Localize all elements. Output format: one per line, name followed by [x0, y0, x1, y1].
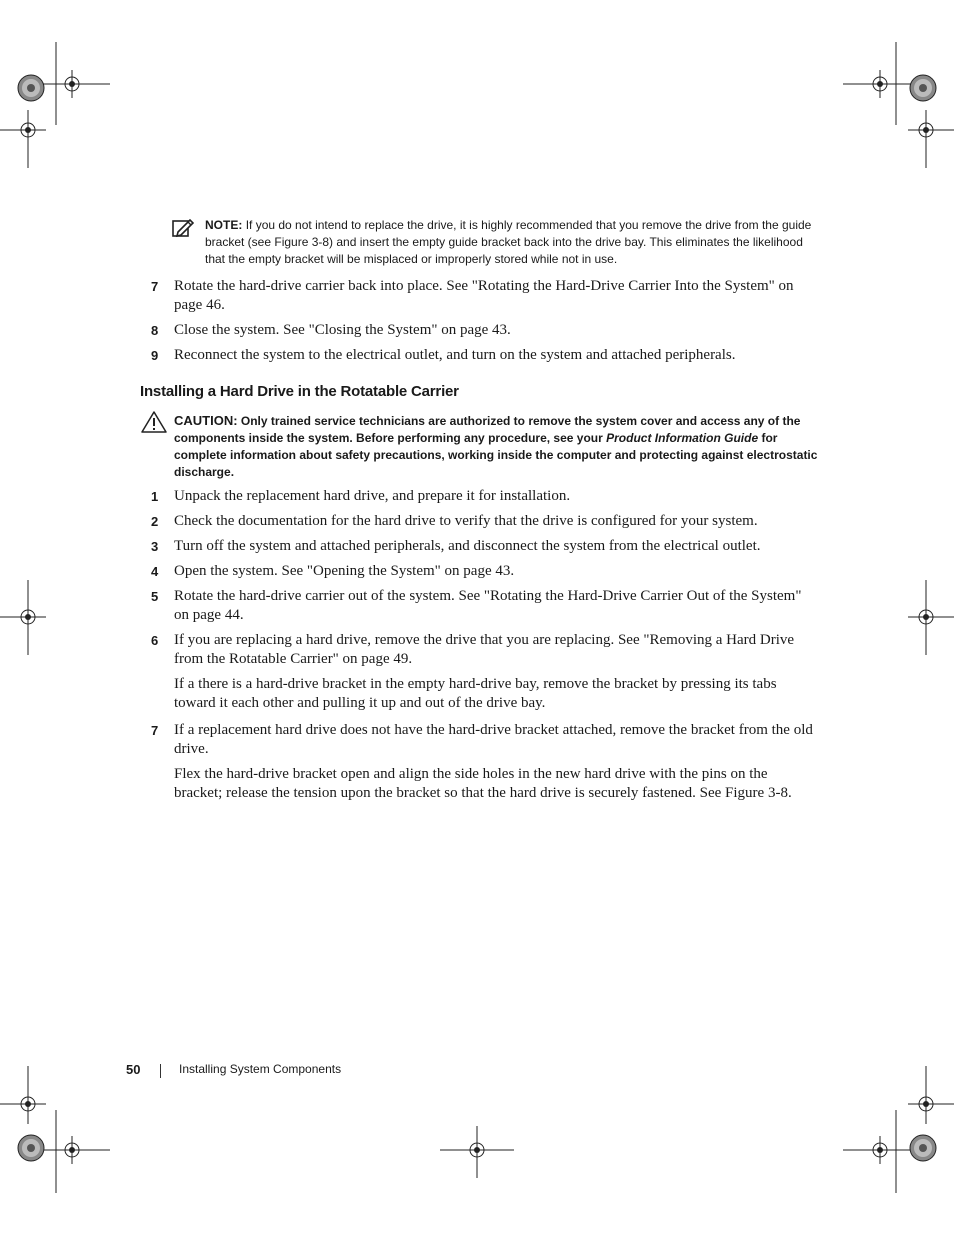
step-number: 7 — [151, 723, 159, 738]
step-text: Open the system. See "Opening the System" on page 43. — [174, 563, 515, 579]
step-number: 1 — [151, 489, 159, 504]
caution-text-after: for complete information about safety precautions, working inside the computer and protecting against electrostatic discharge. — [174, 431, 818, 479]
step-text: If a replacement hard drive does not have the hard-drive bracket attached, remove the bracket from the old drive. — [174, 722, 813, 757]
section-heading: Installing a Hard Drive in the Rotatable Carrier — [140, 383, 459, 400]
note-label: NOTE: — [205, 218, 243, 232]
step-number: 6 — [151, 633, 159, 648]
step-number: 5 — [151, 589, 159, 604]
step-text: Unpack the replacement hard drive, and prepare it for installation. — [174, 488, 571, 504]
step-number: 7 — [151, 279, 159, 294]
footer-section-title: Installing System Components — [179, 1062, 342, 1076]
step-number: 3 — [151, 539, 159, 554]
step-number: 4 — [151, 564, 159, 579]
step-text: Close the system. See "Closing the System" on page 43. — [174, 322, 511, 338]
caution-label: CAUTION: — [174, 413, 238, 428]
step-6-paragraph: If a there is a hard-drive bracket in the empty hard-drive bay, remove the bracket by pressing its tabs toward it each other and pulling it up and out of the drive bay. — [174, 676, 777, 711]
step-number: 8 — [151, 323, 159, 338]
caution-text-before: Only trained service technicians are authorized to remove the system cover and access any of the components inside the system. Before performing any procedure, see your — [174, 414, 801, 445]
step-text: Rotate the hard-drive carrier out of the system. See "Rotating the Hard-Drive Carrier Out of the System" on page 44. — [174, 588, 802, 623]
step-text: Reconnect the system to the electrical outlet, and turn on the system and attached peripherals. — [174, 347, 736, 363]
step-text: Turn off the system and attached peripherals, and disconnect the system from the electrical outlet. — [174, 538, 761, 554]
page-number: 50 — [126, 1062, 141, 1077]
note-text: If you do not intend to replace the drive, it is highly recommended that you remove the drive from the guide bracket (see Figure 3-8) and insert the empty guide bracket back into the drive bay. This eliminates the likelihood that the empty bracket will be misplaced or improperly stored while not in use. — [205, 218, 812, 266]
caution-guide-title: Product Information Guide — [606, 431, 759, 445]
step-7-paragraph: Flex the hard-drive bracket open and align the side holes in the new hard drive with the pins on the bracket; release the tension upon the bracket so that the hard drive is securely fastened. See Figure 3-8. — [174, 766, 792, 801]
step-text: If you are replacing a hard drive, remove the drive that you are replacing. See "Removing a Hard Drive from the Rotatable Carrier" on page 49. — [174, 632, 795, 667]
step-number: 2 — [151, 514, 159, 529]
step-text: Rotate the hard-drive carrier back into place. See "Rotating the Hard-Drive Carrier Into the System" on page 46. — [174, 278, 794, 313]
step-text: Check the documentation for the hard drive to verify that the drive is configured for your system. — [174, 513, 758, 529]
step-number: 9 — [151, 348, 159, 363]
